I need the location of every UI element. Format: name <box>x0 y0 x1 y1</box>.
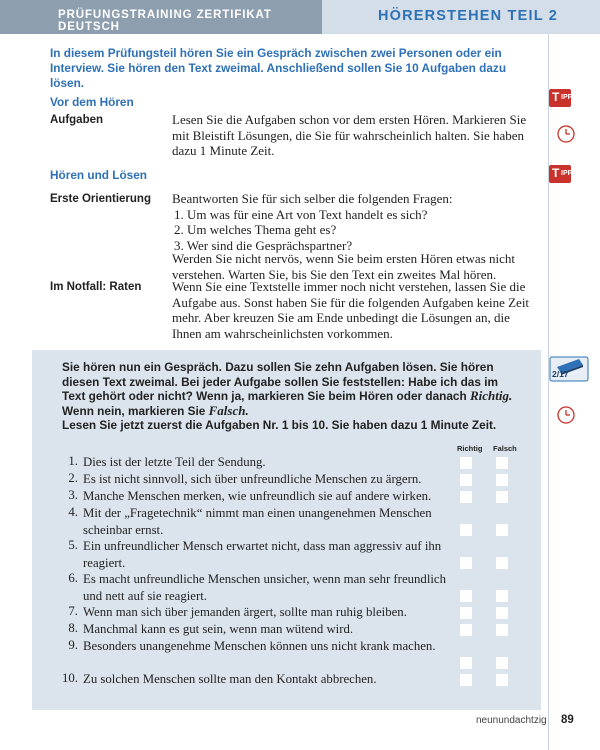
task-text: Mit der „Fragetechnik“ nimmt man einen unangenehmen Menschen scheinbar ernst. <box>83 506 432 537</box>
task-text: Manchmal kann es gut sein, wenn man wütend wird. <box>83 622 354 636</box>
checkbox-falsch[interactable] <box>496 474 508 486</box>
section-title-vor-dem-hoeren: Vor dem Hören <box>50 95 134 109</box>
task-number: 3. <box>68 488 78 502</box>
tip-icon <box>549 89 571 107</box>
task-text: Besonders unangenehme Menschen können uns nicht krank machen. <box>83 639 436 653</box>
checkbox-falsch[interactable] <box>496 590 508 602</box>
task-number: 5. <box>68 538 78 552</box>
orientation-intro: Beantworten Sie für sich selber die folgenden Fragen: <box>172 191 453 206</box>
tip-icon-letter: T <box>552 90 560 104</box>
label-im-notfall-raten: Im Notfall: Raten <box>50 281 142 293</box>
task-text: Wenn man sich über jemanden ärgert, sollte man ruhig bleiben. <box>83 605 407 619</box>
text-nervous: Werden Sie nicht nervös, wenn Sie beim ersten Hören etwas nicht verstehen. Warten Sie, bis Sie den Text ein zweites Mal hören. <box>172 251 515 282</box>
checkbox-richtig[interactable] <box>460 524 472 536</box>
checkbox-falsch[interactable] <box>496 557 508 569</box>
checkbox-richtig[interactable] <box>460 557 472 569</box>
section-title-hoeren-und-loesen: Hören und Lösen <box>50 168 147 182</box>
clock-icon <box>557 406 575 424</box>
checkbox-falsch[interactable] <box>496 524 508 536</box>
checkbox-falsch[interactable] <box>496 607 508 619</box>
text-raten: Wenn Sie eine Textstelle immer noch nicht verstehen, lassen Sie die Aufgabe aus. Sonst haben Sie für die folgenden Aufgaben keine Zeit mehr. Aber kreuzen Sie am Ende unbedingt die Lösungen an, die Ihnen am wahrscheinlichsten vorkommen. <box>172 279 530 341</box>
tip-icon-small: IPP <box>561 170 573 177</box>
task-number: 6. <box>68 571 78 585</box>
checkbox-falsch[interactable] <box>496 491 508 503</box>
tip-icon-letter: T <box>552 166 560 180</box>
column-header-falsch: Falsch <box>493 444 517 453</box>
page-number-word: neunundachtzig <box>476 715 547 726</box>
task-number: 4. <box>68 505 78 519</box>
instructions-part-2: Wenn nein, markieren Sie <box>62 403 209 418</box>
exercise-box <box>32 350 541 710</box>
orientation-question: 3. Wer sind die Gesprächspartner? <box>174 237 353 253</box>
task-text: Dies ist der letzte Teil der Sendung. <box>83 455 266 469</box>
instructions-falsch: Falsch. <box>208 402 249 418</box>
checkbox-richtig[interactable] <box>460 474 472 486</box>
checkbox-richtig[interactable] <box>460 457 472 469</box>
cd-track-label: 2/17 <box>552 369 569 379</box>
task-number: 7. <box>68 604 78 618</box>
checkbox-richtig[interactable] <box>460 624 472 636</box>
orientation-question: 1. Um was für eine Art von Text handelt es sich? <box>174 206 428 222</box>
column-header-richtig: Richtig <box>457 444 483 453</box>
text-aufgaben: Lesen Sie die Aufgaben schon vor dem ersten Hören. Markieren Sie mit Bleistift Lösungen, die Sie für wahrscheinlich halten. Sie haben dazu 1 Minute Zeit. <box>172 112 527 158</box>
task-number: 2. <box>68 471 78 485</box>
page-header <box>0 0 600 34</box>
instructions-richtig: Richtig. <box>469 388 513 403</box>
instructions-part-1: Sie hören nun ein Gespräch. Dazu sollen Sie zehn Aufgaben lösen. Sie hören diesen Text zweimal. Bei jeder Aufgabe sollen Sie feststellen: Habe ich das im Text gehört oder nicht? Wenn ja, markieren Sie beim Hören oder danach <box>62 360 498 403</box>
checkbox-richtig[interactable] <box>460 607 472 619</box>
orientation-question: 2. Um welches Thema geht es? <box>174 222 337 237</box>
task-text: Zu solchen Menschen sollte man den Kontakt abbrechen. <box>83 672 377 686</box>
tip-icon <box>549 165 571 183</box>
task-text: Manche Menschen merken, wie unfreundlich sie auf andere wirken. <box>83 489 432 503</box>
header-right-title: HÖRERSTEHEN TEIL 2 <box>377 8 558 24</box>
clock-icon <box>557 125 575 143</box>
checkbox-richtig[interactable] <box>460 491 472 503</box>
exercise-instructions <box>62 360 522 433</box>
header-left-bar <box>0 0 322 34</box>
header-left-title: PRÜFUNGSTRAINING ZERTIFIKAT DEUTSCH <box>58 9 272 33</box>
task-text: Ein unfreundlicher Mensch erwartet nicht, dass man aggressiv auf ihn reagiert. <box>83 539 442 570</box>
intro-text: In diesem Prüfungsteil hören Sie ein Gespräch zwischen zwei Personen oder ein Interview. Sie hören den Text zweimal. Anschließend sollen Sie 10 Aufgaben dazu lösen. <box>50 46 507 90</box>
task-number: 9. <box>68 638 78 652</box>
checkbox-falsch[interactable] <box>496 624 508 636</box>
page-number: 89 <box>561 714 574 726</box>
checkbox-falsch[interactable] <box>496 457 508 469</box>
task-number: 1. <box>68 454 78 468</box>
checkbox-richtig[interactable] <box>460 590 472 602</box>
checkbox-richtig[interactable] <box>460 657 472 669</box>
task-text: Es macht unfreundliche Menschen unsicher, wenn man sehr freundlich und nett auf sie reagiert. <box>83 572 447 603</box>
checkbox-falsch[interactable] <box>496 657 508 669</box>
tip-icon-small: IPP <box>561 94 573 101</box>
task-text: Es ist nicht sinnvoll, sich über unfreundliche Menschen zu ärgern. <box>83 472 422 486</box>
checkbox-falsch[interactable] <box>496 674 508 686</box>
task-number: 10. <box>62 671 78 685</box>
label-erste-orientierung: Erste Orientierung <box>50 193 151 205</box>
orientation-block <box>172 191 537 253</box>
checkbox-richtig[interactable] <box>460 674 472 686</box>
label-aufgaben: Aufgaben <box>50 114 104 126</box>
task-number: 8. <box>68 621 78 635</box>
instructions-part-3: Lesen Sie jetzt zuerst die Aufgaben Nr. 1 bis 10. Sie haben dazu 1 Minute Zeit. <box>62 418 497 432</box>
orientation-question-list <box>172 207 537 254</box>
